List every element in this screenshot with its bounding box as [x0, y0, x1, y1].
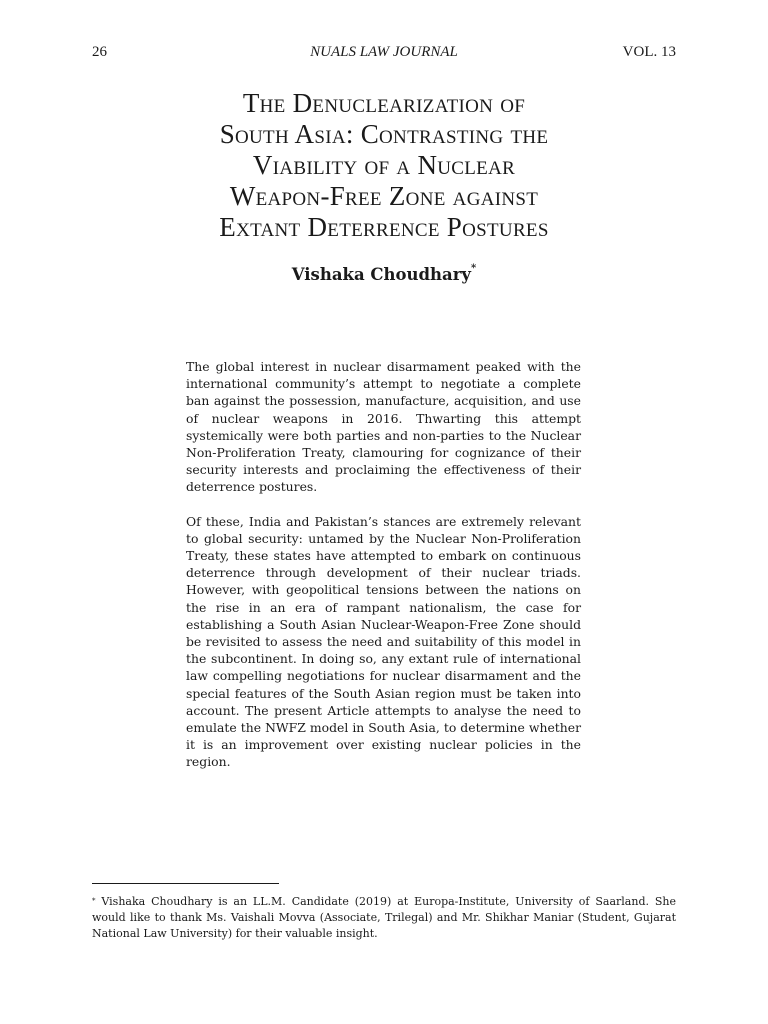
running-header — [92, 44, 676, 64]
footnote — [92, 894, 676, 942]
page-number: 26 — [92, 44, 107, 60]
author-footnote-mark[interactable]: * — [471, 263, 477, 274]
footnote-divider — [92, 883, 279, 884]
author-byline — [0, 265, 768, 284]
author-name: Vishaka Choudhary — [291, 265, 472, 284]
title-line: Weapon-Free Zone against — [229, 181, 539, 211]
abstract-paragraph: The global interest in nuclear disarmament peaked with the international community’s attempt to negotiate a complete ban against the possession, manufacture, acquisition, and use of nuclear weapons in 2016. Thwarting this attempt systemically were both parties and non-parties to the Nuclear Non-Proliferation Treaty, clamouring for cognizance of their security interests and proclaiming the effectiveness of their deterrence postures. — [186, 359, 581, 495]
volume-label: VOL. 13 — [622, 44, 676, 60]
title-line: South Asia: Contrasting the — [219, 119, 549, 149]
title-line: The Denuclearization of — [242, 88, 526, 118]
abstract-paragraph: Of these, India and Pakistan’s stances are extremely relevant to global security: untamed by the Nuclear Non-Proliferation Treaty, these states have attempted to embark on continuous deterrence through development of their nuclear triads. However, with geopolitical tensions between the nations on the rise in an era of rampant nationalism, the case for establishing a South Asian Nuclear-Weapon-Free Zone should be revisited to assess the need and suitability of this model in the subcontinent. In doing so, any extant rule of international law compelling negotiations for nuclear disarmament and the special features of the South Asian region must be taken into account. The present Article attempts to analyse the need to emulate the NWFZ model in South Asia, to determine whether it is an improvement over existing nuclear policies in the region. — [186, 513, 581, 770]
footnote-text: Vishaka Choudhary is an LL.M. Candidate (2019) at Europa-Institute, University of Saarland. She would like to thank Ms. Vaishali Movva (Associate, Trilegal) and Mr. Shikhar Maniar (Student, Gujarat National Law University) for their valuable insight. — [92, 895, 677, 940]
journal-name: NUALS LAW JOURNAL — [310, 44, 458, 60]
abstract — [186, 358, 581, 771]
title-line: Extant Deterrence Postures — [219, 212, 549, 242]
footnote-mark: * — [92, 897, 96, 905]
title-line: Viability of a Nuclear — [252, 150, 516, 180]
article-title — [130, 88, 638, 243]
